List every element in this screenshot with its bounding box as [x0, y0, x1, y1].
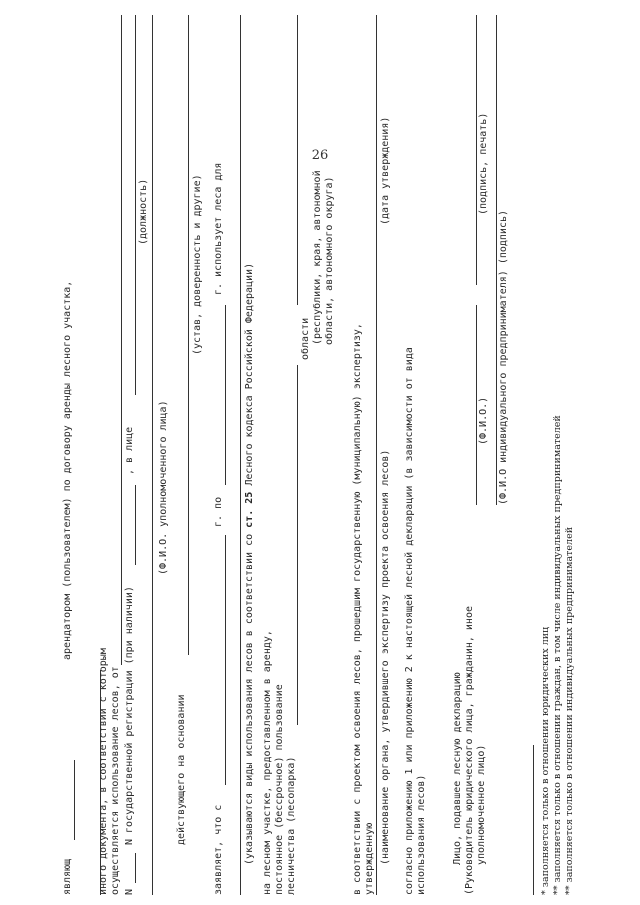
caption: (наименование органа, утвердившего экспертизу проекта освоения лесов) — [380, 449, 391, 865]
line-text: осуществляется использование лесов, от — [110, 666, 121, 895]
caption: (республики, края, автономной — [312, 170, 323, 345]
caption-text: (указываются виды использования лесов в соответствии со — [244, 533, 255, 865]
line-text: на лесном участке, предоставленном в аренду, — [262, 630, 273, 895]
caption — [244, 263, 256, 865]
line-text: N — [124, 888, 135, 895]
blank-line — [74, 760, 75, 840]
line-text: заявляет, что с — [213, 804, 224, 895]
line-text: являющ — [62, 858, 73, 895]
footnote: ** заполняется только в отношении граждан, в том числе индивидуальных предпринимателей — [552, 415, 563, 895]
line-text: использования лесов) — [416, 774, 427, 895]
caption: (Ф.И.О.) — [478, 396, 489, 445]
caption: (Ф.И.О. уполномоченного лица) — [158, 400, 169, 575]
blank-line — [225, 535, 226, 785]
footnote: * заполняется только в отношении юридических лиц — [540, 626, 551, 895]
footnote-separator — [533, 745, 534, 895]
line-text: , в лице — [124, 426, 135, 475]
line-text: (Руководитель юридического лица, гражданин, иное — [464, 606, 475, 895]
blank-line — [476, 15, 477, 285]
line-text: действующего на основании — [176, 694, 187, 845]
line-text: г. по — [213, 496, 224, 527]
line-text: Лицо, подавшее лесную декларацию — [452, 672, 463, 865]
caption: (подпись, печать) — [478, 112, 489, 215]
blank-line — [240, 15, 241, 895]
line-text: N государственной регистрации (при наличии) — [124, 586, 135, 845]
line-text: утвержденную — [364, 822, 375, 895]
caption: (Ф.И.О индивидуального предпринимателя) (подпись) — [498, 209, 509, 505]
blank-line — [297, 15, 298, 305]
caption: (должность) — [138, 178, 149, 245]
caption: (дата утверждения) — [380, 116, 391, 225]
line-text: уполномоченное лицо) — [476, 744, 487, 865]
blank-line — [476, 305, 477, 505]
line-text: лесничества (лесопарка) — [286, 756, 297, 895]
blank-line — [135, 485, 136, 565]
blank-line — [152, 15, 153, 895]
page-number: 26 — [311, 148, 329, 163]
blank-line — [135, 853, 136, 883]
blank-line — [376, 15, 377, 895]
law-article-link[interactable]: ст. 25 — [244, 491, 255, 528]
line-text: области — [300, 317, 311, 360]
footnote: ** заполняется только в отношении индивидуальных предпринимателей — [564, 526, 575, 895]
line-text: г. использует леса для — [213, 162, 224, 295]
caption: (устав, доверенность и другие) — [192, 174, 203, 355]
blank-line — [297, 365, 298, 725]
line-text: арендатором (пользователем) по договору аренды лесного участка, — [62, 280, 73, 660]
blank-line — [225, 305, 226, 485]
line-text: иного документа, в соответствии с которым — [98, 648, 109, 895]
blank-line — [135, 15, 136, 395]
caption: области, автономного округа) — [324, 176, 335, 345]
caption-text: Лесного кодекса Российской Федерации) — [244, 262, 255, 486]
blank-line — [121, 15, 122, 665]
blank-line — [496, 15, 497, 505]
blank-line — [188, 15, 189, 655]
line-text: в соответствии с проектом освоения лесов, прошедшим государственную (муниципальную) экспертизу, — [352, 323, 363, 895]
line-text: постоянное (бессрочное) пользование — [274, 684, 285, 895]
line-text: согласно приложению 1 или приложению 2 к настоящей лесной декларации (в зависимости от вида — [404, 347, 415, 895]
